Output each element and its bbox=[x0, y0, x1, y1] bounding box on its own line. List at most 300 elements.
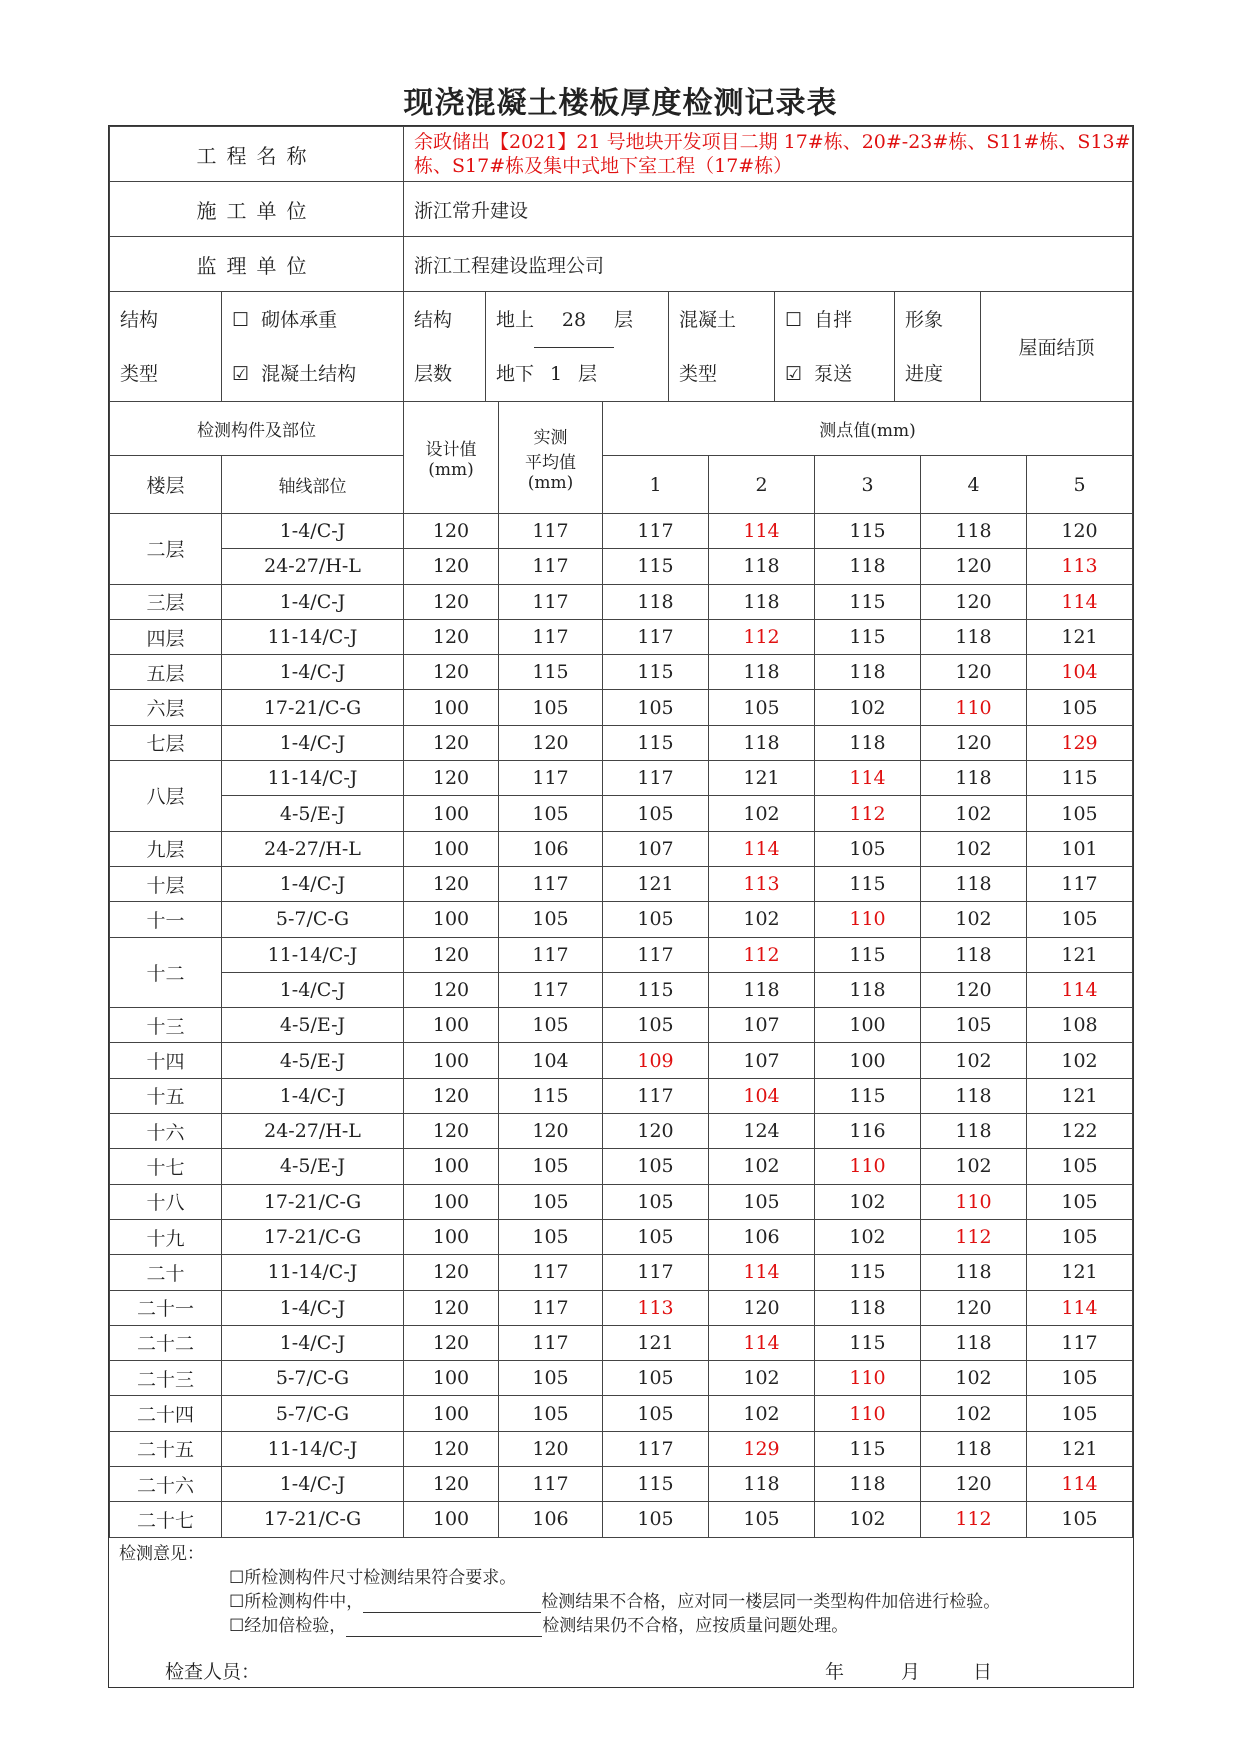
table-row bbox=[110, 1361, 1133, 1396]
axis-cell: 11-14/C-J bbox=[222, 761, 404, 796]
date-month: 月 bbox=[901, 1661, 921, 1683]
design-value-cell: 120 bbox=[404, 549, 499, 584]
axis-cell: 4-5/E-J bbox=[222, 796, 404, 831]
point-value-cell: 107 bbox=[709, 1008, 815, 1043]
opinion-line-3-text: 检测结果仍不合格，应按质量问题处理。 bbox=[542, 1616, 849, 1636]
point-value-cell: 112 bbox=[709, 619, 815, 654]
floor-count-label: 结构 层数 bbox=[404, 292, 486, 402]
point-1-header: 1 bbox=[603, 456, 709, 514]
header-info-table bbox=[109, 126, 1133, 402]
point-value-cell: 105 bbox=[1027, 902, 1133, 937]
axis-cell: 11-14/C-J bbox=[222, 937, 404, 972]
table-row bbox=[110, 1467, 1133, 1502]
floor-cell: 十三 bbox=[110, 1008, 222, 1043]
point-value-cell: 120 bbox=[709, 1290, 815, 1325]
inspector-label: 检查人员： bbox=[165, 1661, 261, 1683]
floor-cell: 八层 bbox=[110, 761, 222, 832]
floor-header: 楼层 bbox=[110, 456, 222, 514]
average-value-header: 实测 平均值 (mm) bbox=[499, 402, 603, 514]
point-value-cell: 117 bbox=[603, 937, 709, 972]
average-value-cell: 117 bbox=[499, 972, 603, 1007]
point-value-cell: 105 bbox=[709, 690, 815, 725]
floor-cell: 十五 bbox=[110, 1078, 222, 1113]
point-value-cell: 101 bbox=[1027, 831, 1133, 866]
table-row bbox=[110, 1431, 1133, 1466]
component-header: 检测构件及部位 bbox=[110, 402, 404, 456]
opinion-line-2 bbox=[229, 1587, 1000, 1613]
table-row bbox=[110, 1219, 1133, 1254]
average-value-cell: 117 bbox=[499, 584, 603, 619]
design-value-cell: 100 bbox=[404, 1043, 499, 1078]
point-value-cell: 121 bbox=[709, 761, 815, 796]
design-value-cell: 120 bbox=[404, 1467, 499, 1502]
table-row bbox=[110, 902, 1133, 937]
point-value-cell: 113 bbox=[709, 866, 815, 901]
design-value-cell: 120 bbox=[404, 1431, 499, 1466]
point-value-cell: 105 bbox=[1027, 1219, 1133, 1254]
floor-cell: 十一 bbox=[110, 902, 222, 937]
point-value-cell: 115 bbox=[815, 514, 921, 549]
point-value-cell: 115 bbox=[1027, 761, 1133, 796]
point-value-cell: 114 bbox=[1027, 972, 1133, 1007]
point-value-cell: 106 bbox=[709, 1219, 815, 1254]
design-value-cell: 120 bbox=[404, 514, 499, 549]
point-value-cell: 105 bbox=[1027, 796, 1133, 831]
point-5-header: 5 bbox=[1027, 456, 1133, 514]
average-value-cell: 105 bbox=[499, 1361, 603, 1396]
point-value-cell: 113 bbox=[1027, 549, 1133, 584]
axis-cell: 5-7/C-G bbox=[222, 1396, 404, 1431]
point-value-cell: 118 bbox=[709, 1467, 815, 1502]
floor-cell: 二层 bbox=[110, 514, 222, 585]
point-value-cell: 114 bbox=[1027, 584, 1133, 619]
point-value-cell: 115 bbox=[815, 619, 921, 654]
average-value-cell: 104 bbox=[499, 1043, 603, 1078]
table-row bbox=[110, 1078, 1133, 1113]
point-value-cell: 118 bbox=[709, 725, 815, 760]
point-value-cell: 107 bbox=[709, 1043, 815, 1078]
table-row bbox=[110, 1008, 1133, 1043]
structure-type-label: 结构 类型 bbox=[110, 292, 222, 402]
point-value-cell: 102 bbox=[921, 1043, 1027, 1078]
axis-cell: 1-4/C-J bbox=[222, 866, 404, 901]
points-header: 测点值(mm) bbox=[603, 402, 1133, 456]
design-value-cell: 120 bbox=[404, 1325, 499, 1360]
floor-cell: 三层 bbox=[110, 584, 222, 619]
design-value-cell: 120 bbox=[404, 972, 499, 1007]
point-value-cell: 118 bbox=[709, 972, 815, 1007]
average-value-cell: 117 bbox=[499, 1467, 603, 1502]
point-value-cell: 120 bbox=[921, 549, 1027, 584]
design-value-cell: 120 bbox=[404, 619, 499, 654]
point-value-cell: 102 bbox=[709, 1396, 815, 1431]
design-value-cell: 120 bbox=[404, 584, 499, 619]
point-value-cell: 105 bbox=[603, 1008, 709, 1043]
table-row bbox=[110, 619, 1133, 654]
average-value-cell: 105 bbox=[499, 690, 603, 725]
table-row bbox=[110, 1396, 1133, 1431]
design-value-cell: 120 bbox=[404, 1290, 499, 1325]
point-value-cell: 115 bbox=[603, 1467, 709, 1502]
table-row bbox=[110, 761, 1133, 796]
design-value-cell: 100 bbox=[404, 1149, 499, 1184]
floor-cell: 五层 bbox=[110, 655, 222, 690]
axis-cell: 1-4/C-J bbox=[222, 1078, 404, 1113]
point-value-cell: 121 bbox=[1027, 1255, 1133, 1290]
point-value-cell: 118 bbox=[709, 549, 815, 584]
point-value-cell: 115 bbox=[603, 972, 709, 1007]
average-value-cell: 105 bbox=[499, 796, 603, 831]
point-value-cell: 120 bbox=[921, 725, 1027, 760]
point-value-cell: 120 bbox=[921, 972, 1027, 1007]
point-value-cell: 112 bbox=[921, 1502, 1027, 1537]
point-value-cell: 114 bbox=[815, 761, 921, 796]
point-value-cell: 112 bbox=[921, 1219, 1027, 1254]
point-value-cell: 114 bbox=[709, 831, 815, 866]
point-value-cell: 105 bbox=[603, 1396, 709, 1431]
point-value-cell: 117 bbox=[603, 1255, 709, 1290]
axis-cell: 1-4/C-J bbox=[222, 1325, 404, 1360]
table-row bbox=[110, 1114, 1133, 1149]
point-value-cell: 105 bbox=[709, 1502, 815, 1537]
point-value-cell: 104 bbox=[709, 1078, 815, 1113]
axis-cell: 24-27/H-L bbox=[222, 831, 404, 866]
point-value-cell: 120 bbox=[1027, 514, 1133, 549]
point-value-cell: 102 bbox=[921, 902, 1027, 937]
axis-cell: 17-21/C-G bbox=[222, 1502, 404, 1537]
point-value-cell: 118 bbox=[815, 1467, 921, 1502]
table-row bbox=[110, 725, 1133, 760]
point-value-cell: 129 bbox=[1027, 725, 1133, 760]
opinion-line-1[interactable]: ☐所检测构件尺寸检测结果符合要求。 bbox=[229, 1568, 517, 1588]
table-row bbox=[110, 796, 1133, 831]
average-value-cell: 106 bbox=[499, 831, 603, 866]
point-value-cell: 118 bbox=[815, 655, 921, 690]
floor-cell: 十四 bbox=[110, 1043, 222, 1078]
average-value-cell: 117 bbox=[499, 514, 603, 549]
point-value-cell: 118 bbox=[921, 1255, 1027, 1290]
point-value-cell: 105 bbox=[1027, 690, 1133, 725]
point-value-cell: 121 bbox=[1027, 619, 1133, 654]
point-value-cell: 113 bbox=[603, 1290, 709, 1325]
point-value-cell: 115 bbox=[815, 1431, 921, 1466]
axis-cell: 11-14/C-J bbox=[222, 619, 404, 654]
average-value-cell: 117 bbox=[499, 866, 603, 901]
point-value-cell: 110 bbox=[921, 690, 1027, 725]
point-value-cell: 105 bbox=[709, 1184, 815, 1219]
average-value-cell: 120 bbox=[499, 1114, 603, 1149]
table-row bbox=[110, 1255, 1133, 1290]
table-row bbox=[110, 831, 1133, 866]
axis-cell: 5-7/C-G bbox=[222, 902, 404, 937]
point-value-cell: 105 bbox=[603, 690, 709, 725]
floor-cell: 十七 bbox=[110, 1149, 222, 1184]
average-value-cell: 105 bbox=[499, 1184, 603, 1219]
opinion-line-3-blank[interactable] bbox=[346, 1616, 542, 1637]
point-value-cell: 112 bbox=[709, 937, 815, 972]
point-value-cell: 100 bbox=[815, 1008, 921, 1043]
point-value-cell: 121 bbox=[603, 866, 709, 901]
point-value-cell: 117 bbox=[603, 1431, 709, 1466]
page-title: 现浇混凝土楼板厚度检测记录表 bbox=[403, 86, 838, 121]
point-value-cell: 118 bbox=[921, 1078, 1027, 1113]
floor-cell: 九层 bbox=[110, 831, 222, 866]
point-value-cell: 118 bbox=[921, 619, 1027, 654]
point-value-cell: 120 bbox=[921, 1290, 1027, 1325]
average-value-cell: 115 bbox=[499, 1078, 603, 1113]
opinion-line-3 bbox=[229, 1611, 848, 1637]
point-2-header: 2 bbox=[709, 456, 815, 514]
point-value-cell: 110 bbox=[815, 1149, 921, 1184]
design-value-cell: 100 bbox=[404, 690, 499, 725]
point-value-cell: 102 bbox=[709, 1361, 815, 1396]
point-value-cell: 118 bbox=[921, 937, 1027, 972]
axis-cell: 1-4/C-J bbox=[222, 1290, 404, 1325]
point-value-cell: 102 bbox=[709, 796, 815, 831]
masonry-checkbox[interactable]: ☐ bbox=[232, 308, 250, 331]
point-value-cell: 115 bbox=[603, 725, 709, 760]
floor-cell: 二十二 bbox=[110, 1325, 222, 1360]
date-year: 年 bbox=[825, 1661, 845, 1683]
floor-cell: 二十一 bbox=[110, 1290, 222, 1325]
axis-cell: 24-27/H-L bbox=[222, 1114, 404, 1149]
point-value-cell: 102 bbox=[815, 1184, 921, 1219]
floor-count-values: 地上 28 层 地下 1 层 bbox=[486, 292, 669, 402]
design-value-cell: 120 bbox=[404, 725, 499, 760]
point-value-cell: 110 bbox=[815, 1361, 921, 1396]
axis-cell: 24-27/H-L bbox=[222, 549, 404, 584]
point-3-header: 3 bbox=[815, 456, 921, 514]
builder-value: 浙江常升建设 bbox=[404, 182, 1133, 237]
design-value-cell: 120 bbox=[404, 761, 499, 796]
table-row bbox=[110, 937, 1133, 972]
point-value-cell: 115 bbox=[815, 584, 921, 619]
point-value-cell: 115 bbox=[815, 1325, 921, 1360]
design-value-cell: 120 bbox=[404, 1114, 499, 1149]
axis-cell: 4-5/E-J bbox=[222, 1008, 404, 1043]
point-value-cell: 118 bbox=[921, 1114, 1027, 1149]
progress-label: 形象 进度 bbox=[895, 292, 981, 402]
opinion-line-2-blank[interactable] bbox=[363, 1592, 541, 1613]
average-value-cell: 105 bbox=[499, 1008, 603, 1043]
average-value-cell: 105 bbox=[499, 902, 603, 937]
table-row bbox=[110, 1043, 1133, 1078]
average-value-cell: 105 bbox=[499, 1149, 603, 1184]
floor-cell: 二十五 bbox=[110, 1431, 222, 1466]
concrete-type-label: 混凝土 类型 bbox=[669, 292, 775, 402]
point-value-cell: 102 bbox=[921, 1396, 1027, 1431]
point-value-cell: 114 bbox=[709, 1325, 815, 1360]
axis-cell: 4-5/E-J bbox=[222, 1149, 404, 1184]
point-value-cell: 118 bbox=[709, 655, 815, 690]
design-value-cell: 100 bbox=[404, 796, 499, 831]
point-value-cell: 105 bbox=[815, 831, 921, 866]
point-value-cell: 118 bbox=[815, 1290, 921, 1325]
point-value-cell: 102 bbox=[815, 1219, 921, 1254]
point-value-cell: 110 bbox=[815, 1396, 921, 1431]
floor-cell: 十九 bbox=[110, 1219, 222, 1254]
point-value-cell: 124 bbox=[709, 1114, 815, 1149]
point-value-cell: 102 bbox=[921, 831, 1027, 866]
point-value-cell: 105 bbox=[1027, 1184, 1133, 1219]
design-value-header: 设计值 (mm) bbox=[404, 402, 499, 514]
axis-header: 轴线部位 bbox=[222, 456, 404, 514]
average-value-cell: 117 bbox=[499, 549, 603, 584]
point-value-cell: 122 bbox=[1027, 1114, 1133, 1149]
average-value-cell: 117 bbox=[499, 1290, 603, 1325]
point-value-cell: 121 bbox=[603, 1325, 709, 1360]
table-row bbox=[110, 1325, 1133, 1360]
progress-value: 屋面结顶 bbox=[981, 292, 1133, 402]
average-value-cell: 117 bbox=[499, 937, 603, 972]
point-value-cell: 115 bbox=[603, 549, 709, 584]
table-row bbox=[110, 584, 1133, 619]
point-value-cell: 108 bbox=[1027, 1008, 1133, 1043]
floor-cell: 六层 bbox=[110, 690, 222, 725]
average-value-cell: 117 bbox=[499, 761, 603, 796]
supervisor-value: 浙江工程建设监理公司 bbox=[404, 237, 1133, 292]
design-value-cell: 100 bbox=[404, 1361, 499, 1396]
point-value-cell: 117 bbox=[1027, 866, 1133, 901]
point-value-cell: 104 bbox=[1027, 655, 1133, 690]
point-value-cell: 117 bbox=[1027, 1325, 1133, 1360]
point-value-cell: 105 bbox=[603, 902, 709, 937]
point-value-cell: 120 bbox=[921, 1467, 1027, 1502]
point-value-cell: 107 bbox=[603, 831, 709, 866]
builder-label: 施工单位 bbox=[110, 182, 404, 237]
floor-cell: 二十七 bbox=[110, 1502, 222, 1537]
floor-cell: 四层 bbox=[110, 619, 222, 654]
point-value-cell: 105 bbox=[603, 1219, 709, 1254]
axis-cell: 1-4/C-J bbox=[222, 972, 404, 1007]
point-value-cell: 118 bbox=[921, 1325, 1027, 1360]
point-value-cell: 117 bbox=[603, 761, 709, 796]
point-value-cell: 129 bbox=[709, 1431, 815, 1466]
point-value-cell: 105 bbox=[921, 1008, 1027, 1043]
point-value-cell: 102 bbox=[921, 796, 1027, 831]
design-value-cell: 100 bbox=[404, 1219, 499, 1254]
point-value-cell: 121 bbox=[1027, 937, 1133, 972]
point-value-cell: 120 bbox=[921, 655, 1027, 690]
point-value-cell: 105 bbox=[603, 1361, 709, 1396]
point-value-cell: 118 bbox=[815, 972, 921, 1007]
point-value-cell: 114 bbox=[1027, 1467, 1133, 1502]
point-value-cell: 105 bbox=[603, 1149, 709, 1184]
point-value-cell: 105 bbox=[1027, 1361, 1133, 1396]
self-mix-checkbox[interactable]: ☐ bbox=[785, 308, 803, 331]
axis-cell: 1-4/C-J bbox=[222, 725, 404, 760]
table-row bbox=[110, 514, 1133, 549]
table-row bbox=[110, 1290, 1133, 1325]
average-value-cell: 117 bbox=[499, 619, 603, 654]
design-value-cell: 100 bbox=[404, 831, 499, 866]
design-value-cell: 120 bbox=[404, 866, 499, 901]
design-value-cell: 100 bbox=[404, 1184, 499, 1219]
inspection-opinion bbox=[109, 1537, 1132, 1687]
average-value-cell: 115 bbox=[499, 655, 603, 690]
design-value-cell: 120 bbox=[404, 1078, 499, 1113]
average-value-cell: 105 bbox=[499, 1219, 603, 1254]
average-value-cell: 105 bbox=[499, 1396, 603, 1431]
average-value-cell: 120 bbox=[499, 1431, 603, 1466]
point-value-cell: 112 bbox=[815, 796, 921, 831]
floor-cell: 七层 bbox=[110, 725, 222, 760]
point-value-cell: 105 bbox=[1027, 1396, 1133, 1431]
opinion-line-3-checkbox[interactable]: ☐经加倍检验， bbox=[229, 1616, 347, 1636]
point-value-cell: 102 bbox=[709, 902, 815, 937]
axis-cell: 17-21/C-G bbox=[222, 1184, 404, 1219]
concrete-type-options: ☐ 自拌 ☑ 泵送 bbox=[775, 292, 895, 402]
design-value-cell: 100 bbox=[404, 1008, 499, 1043]
date-day: 日 bbox=[973, 1661, 993, 1683]
opinion-label: 检测意见： bbox=[119, 1544, 204, 1564]
design-value-cell: 120 bbox=[404, 1255, 499, 1290]
point-value-cell: 102 bbox=[1027, 1043, 1133, 1078]
table-row bbox=[110, 655, 1133, 690]
floor-cell: 十层 bbox=[110, 866, 222, 901]
axis-cell: 17-21/C-G bbox=[222, 1219, 404, 1254]
point-value-cell: 118 bbox=[815, 725, 921, 760]
point-value-cell: 114 bbox=[1027, 1290, 1133, 1325]
point-value-cell: 115 bbox=[815, 1255, 921, 1290]
point-value-cell: 118 bbox=[603, 584, 709, 619]
measurement-table bbox=[109, 401, 1133, 1538]
axis-cell: 17-21/C-G bbox=[222, 690, 404, 725]
design-value-cell: 100 bbox=[404, 1502, 499, 1537]
design-value-cell: 120 bbox=[404, 655, 499, 690]
point-value-cell: 105 bbox=[1027, 1149, 1133, 1184]
floor-cell: 二十 bbox=[110, 1255, 222, 1290]
axis-cell: 11-14/C-J bbox=[222, 1431, 404, 1466]
point-value-cell: 105 bbox=[603, 796, 709, 831]
point-value-cell: 110 bbox=[921, 1184, 1027, 1219]
point-value-cell: 114 bbox=[709, 514, 815, 549]
project-name-value: 余政储出【2021】21 号地块开发项目二期 17#栋、20#-23#栋、S11#栋、S13#栋、S17#栋及集中式地下室工程（17#栋） bbox=[404, 127, 1133, 182]
point-value-cell: 102 bbox=[709, 1149, 815, 1184]
point-value-cell: 115 bbox=[815, 866, 921, 901]
point-value-cell: 102 bbox=[815, 1502, 921, 1537]
concrete-checkbox[interactable]: ☑ bbox=[232, 362, 250, 385]
table-row bbox=[110, 1184, 1133, 1219]
point-value-cell: 118 bbox=[921, 514, 1027, 549]
pump-checkbox[interactable]: ☑ bbox=[785, 362, 803, 385]
floor-cell: 十六 bbox=[110, 1114, 222, 1149]
design-value-cell: 100 bbox=[404, 902, 499, 937]
point-value-cell: 117 bbox=[603, 514, 709, 549]
point-value-cell: 105 bbox=[1027, 1502, 1133, 1537]
point-value-cell: 120 bbox=[603, 1114, 709, 1149]
floor-cell: 十二 bbox=[110, 937, 222, 1008]
opinion-line-2-checkbox[interactable]: ☐所检测构件中， bbox=[229, 1592, 364, 1612]
point-value-cell: 109 bbox=[603, 1043, 709, 1078]
point-value-cell: 118 bbox=[921, 761, 1027, 796]
point-value-cell: 102 bbox=[921, 1361, 1027, 1396]
point-value-cell: 118 bbox=[709, 584, 815, 619]
table-row bbox=[110, 866, 1133, 901]
supervisor-label: 监理单位 bbox=[110, 237, 404, 292]
opinion-line-2-text: 检测结果不合格，应对同一楼层同一类型构件加倍进行检验。 bbox=[541, 1592, 1001, 1612]
point-4-header: 4 bbox=[921, 456, 1027, 514]
below-floors-value: 1 bbox=[534, 347, 578, 402]
table-row bbox=[110, 972, 1133, 1007]
axis-cell: 5-7/C-G bbox=[222, 1361, 404, 1396]
floor-cell: 二十四 bbox=[110, 1396, 222, 1431]
point-value-cell: 115 bbox=[815, 937, 921, 972]
axis-cell: 4-5/E-J bbox=[222, 1043, 404, 1078]
average-value-cell: 117 bbox=[499, 1255, 603, 1290]
point-value-cell: 117 bbox=[603, 1078, 709, 1113]
point-value-cell: 105 bbox=[603, 1184, 709, 1219]
